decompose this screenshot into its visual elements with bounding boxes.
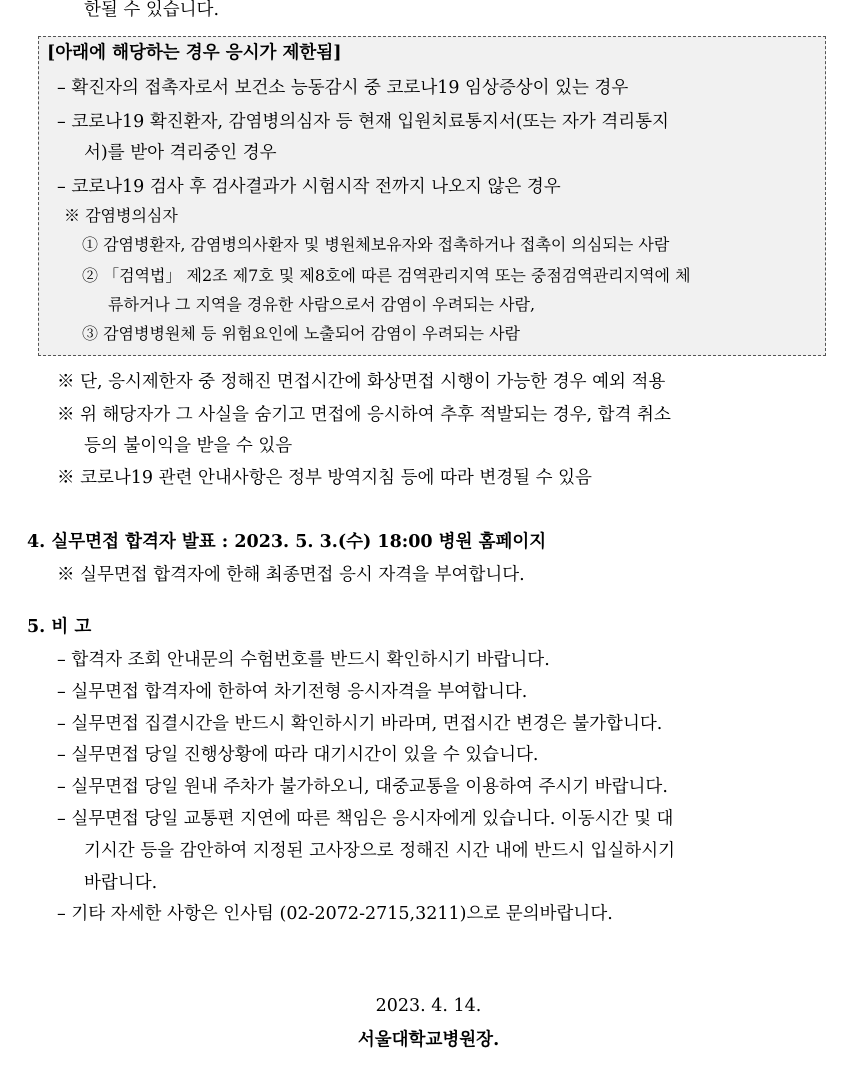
section5-item: – 실무면접 당일 교통편 지연에 따른 책임은 응시자에게 있습니다. 이동시간 및 대 — [57, 809, 674, 829]
suspect-item-continuation: 류하거나 그 지역을 경유한 사람으로서 감염이 우려되는 사람, — [108, 295, 536, 314]
footer-signature: 서울대학교병원장. — [357, 1030, 500, 1050]
section4-title: 4. 실무면접 합격자 발표 : 2023. 5. 3.(수) 18:00 병원 홈페이지 — [27, 532, 547, 552]
section5-item-continuation: 기시간 등을 감안하여 지정된 고사장으로 정해진 시간 내에 반드시 입실하시기 — [84, 841, 676, 861]
suspect-item: ② 「검역법」 제2조 제7호 및 제8호에 따른 검역관리지역 또는 중점검역관리지역에 체 — [82, 266, 691, 285]
section5-item: – 실무면접 당일 진행상황에 따라 대기시간이 있을 수 있습니다. — [57, 745, 539, 765]
restriction-item: – 코로나19 검사 후 검사결과가 시험시작 전까지 나오지 않은 경우 — [57, 177, 561, 197]
note-continuation: 등의 불이익을 받을 수 있음 — [84, 436, 293, 456]
section5-title: 5. 비 고 — [27, 617, 92, 637]
top-continuation-line: 한될 수 있습니다. — [84, 0, 220, 20]
note-line: ※ 코로나19 관련 안내사항은 정부 방역지침 등에 따라 변경될 수 있음 — [57, 468, 592, 488]
restriction-heading: [아래에 해당하는 경우 응시가 제한됨] — [47, 43, 342, 63]
restriction-item: – 확진자의 접촉자로서 보건소 능동감시 중 코로나19 임상증상이 있는 경우 — [57, 78, 629, 98]
suspect-heading: ※ 감염병의심자 — [64, 206, 178, 225]
note-line: ※ 단, 응시제한자 중 정해진 면접시간에 화상면접 시행이 가능한 경우 예외 적용 — [57, 372, 666, 392]
section5-item: – 실무면접 당일 원내 주차가 불가하오니, 대중교통을 이용하여 주시기 바랍니다. — [57, 777, 668, 797]
footer-date: 2023. 4. 14. — [375, 996, 482, 1016]
section5-item-continuation: 바랍니다. — [84, 873, 158, 893]
restriction-item: – 코로나19 확진환자, 감염병의심자 등 현재 입원치료통지서(또는 자가 격리통지 — [57, 112, 669, 132]
section4-note: ※ 실무면접 합격자에 한해 최종면접 응시 자격을 부여합니다. — [57, 565, 525, 585]
section5-item: – 실무면접 합격자에 한하여 차기전형 응시자격을 부여합니다. — [57, 682, 528, 702]
section5-item: – 합격자 조회 안내문의 수험번호를 반드시 확인하시기 바랍니다. — [57, 650, 550, 670]
section5-item: – 기타 자세한 사항은 인사팀 (02-2072-2715,3211)으로 문의바랍니다. — [57, 904, 613, 924]
restriction-item-continuation: 서)를 받아 격리중인 경우 — [84, 143, 277, 163]
note-line: ※ 위 해당자가 그 사실을 숨기고 면접에 응시하여 추후 적발되는 경우, 합격 취소 — [57, 405, 671, 425]
suspect-item: ③ 감염병병원체 등 위험요인에 노출되어 감염이 우려되는 사람 — [82, 324, 521, 343]
section5-item: – 실무면접 집결시간을 반드시 확인하시기 바라며, 면접시간 변경은 불가합니다. — [57, 714, 663, 734]
suspect-item: ① 감염병환자, 감염병의사환자 및 병원체보유자와 접촉하거나 접촉이 의심되는 사람 — [82, 235, 670, 254]
